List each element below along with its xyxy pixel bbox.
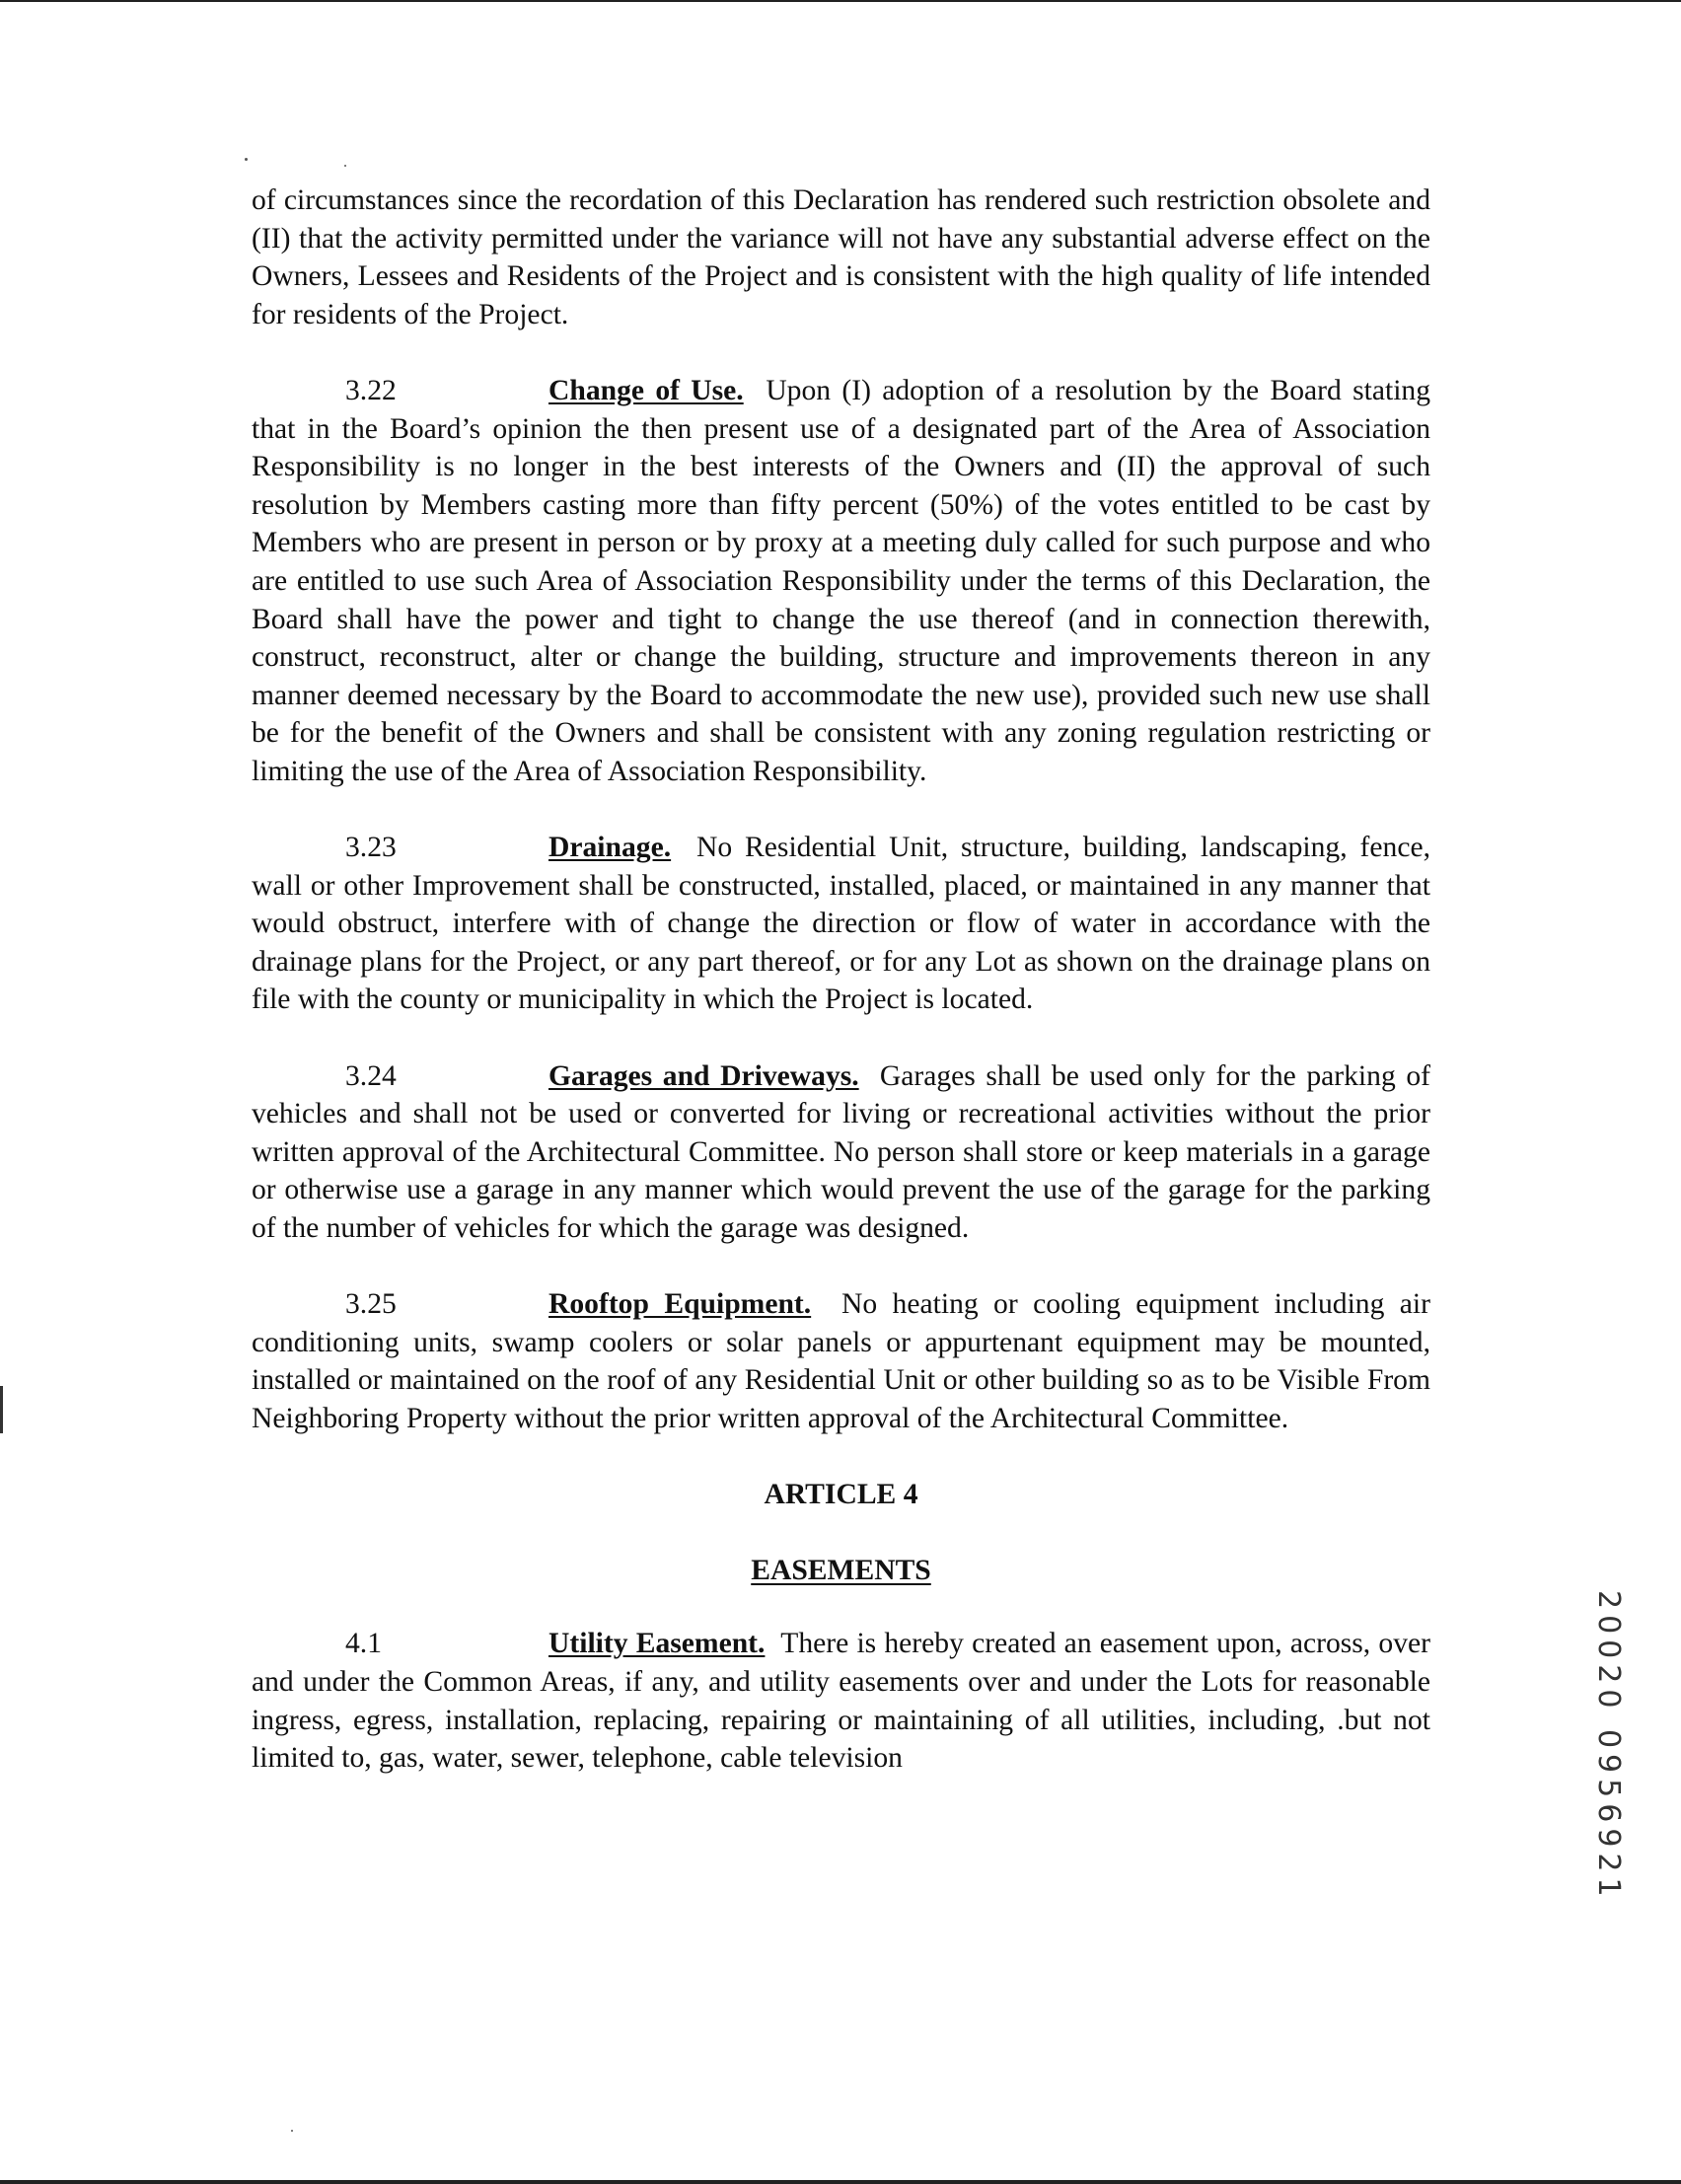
recording-number: 20020 0956921 bbox=[1591, 1590, 1626, 1903]
document-page bbox=[252, 182, 1430, 1815]
scan-speck bbox=[344, 165, 346, 167]
section-number: 3.25 bbox=[345, 1288, 397, 1321]
section-3-23 bbox=[252, 829, 1430, 1019]
scan-speck bbox=[291, 2130, 293, 2132]
section-3-22 bbox=[252, 372, 1430, 791]
article-heading: ARTICLE 4 bbox=[764, 1479, 918, 1511]
section-body: No heating or cooling equipment including air conditioning units, swamp coolers or solar panels or appurtenant equipment may be mounted, installed or maintained on the roof of any Residential Unit or other building so as to be Visible From Neighboring Property without the prior written approval of the Architectural Committee. bbox=[252, 1288, 1430, 1434]
scan-edge-bottom bbox=[0, 2180, 1681, 2184]
section-number: 4.1 bbox=[345, 1628, 382, 1660]
section-number: 3.23 bbox=[345, 832, 397, 864]
section-body: Garages shall be used only for the parking of vehicles and shall not be used or converted for living or recreational activities without the prior written approval of the Architectural Committee. No person shall store or keep materials in a garage or otherwise use a garage in any manner which would prevent the use of the garage for the parking of the number of vehicles for which the garage was designed. bbox=[252, 1059, 1431, 1245]
section-body: No Residential Unit, structure, building, landscaping, fence, wall or other Improvement shall be constructed, installed, placed, or maintained in any manner that would obstruct, interfere with of change the direction or flow of water in accordance with the drainage plans for the Project, or any part thereof, or for any Lot as shown on the drainage plans on file with the county or municipality in which the Project is located. bbox=[252, 832, 1430, 1016]
recording-stamp bbox=[1590, 1590, 1630, 1903]
scan-edge-top bbox=[0, 0, 1681, 2]
section-number: 3.22 bbox=[345, 374, 397, 406]
section-number: 3.24 bbox=[345, 1059, 397, 1092]
article-title: EASEMENTS bbox=[751, 1554, 931, 1586]
opening-paragraph: of circumstances since the recordation of this Declaration has rendered such restriction obsolete and (II) that the activity permitted under the variance will not have any substantial adverse effect on the Owners, Lessees and Residents of the Project and is consistent with the high quality of life intended for residents of the Project. bbox=[252, 184, 1430, 330]
section-body: Upon (I) adoption of a resolution by the Board stating that in the Board’s opinion the then present use of a designated part of the Area of Association Responsibility is no longer in the best interests of the Owners and (II) the approval of such resolution by Members casting more than fifty percent (50%) of the votes entitled to be cast by Members who are present in person or by proxy at a meeting duly called for such purpose and who are entitled to use such Area of Association Responsibility under the terms of this Declaration, the Board shall have the power and tight to change the use thereof (and in connection therewith, construct, reconstruct, alter or change the building, structure and improvements thereon in any manner deemed necessary by the Board to accommodate the new use), provided such new use shall be for the benefit of the Owners and shall be consistent with any zoning regulation restricting or limiting the use of the Area of Association Responsibility. bbox=[252, 374, 1431, 787]
scan-speck bbox=[245, 158, 248, 161]
section-4-1 bbox=[252, 1625, 1430, 1777]
section-title: Drainage. bbox=[548, 832, 672, 864]
section-3-24 bbox=[252, 1057, 1430, 1248]
section-title: Utility Easement. bbox=[548, 1628, 766, 1660]
scan-edge-mark bbox=[0, 1386, 3, 1433]
section-title: Rooftop Equipment. bbox=[548, 1288, 812, 1321]
section-title: Change of Use. bbox=[548, 374, 744, 406]
section-title: Garages and Driveways. bbox=[548, 1059, 859, 1092]
section-3-25 bbox=[252, 1285, 1430, 1437]
section-body: There is hereby created an easement upon, across, over and under the Common Areas, if any, and utility easements over and under the Lots for reasonable ingress, egress, installation, replacing, repairing or maintaining of all utilities, including, .but not limited to, gas, water, sewer, telephone, cable television bbox=[252, 1628, 1430, 1775]
